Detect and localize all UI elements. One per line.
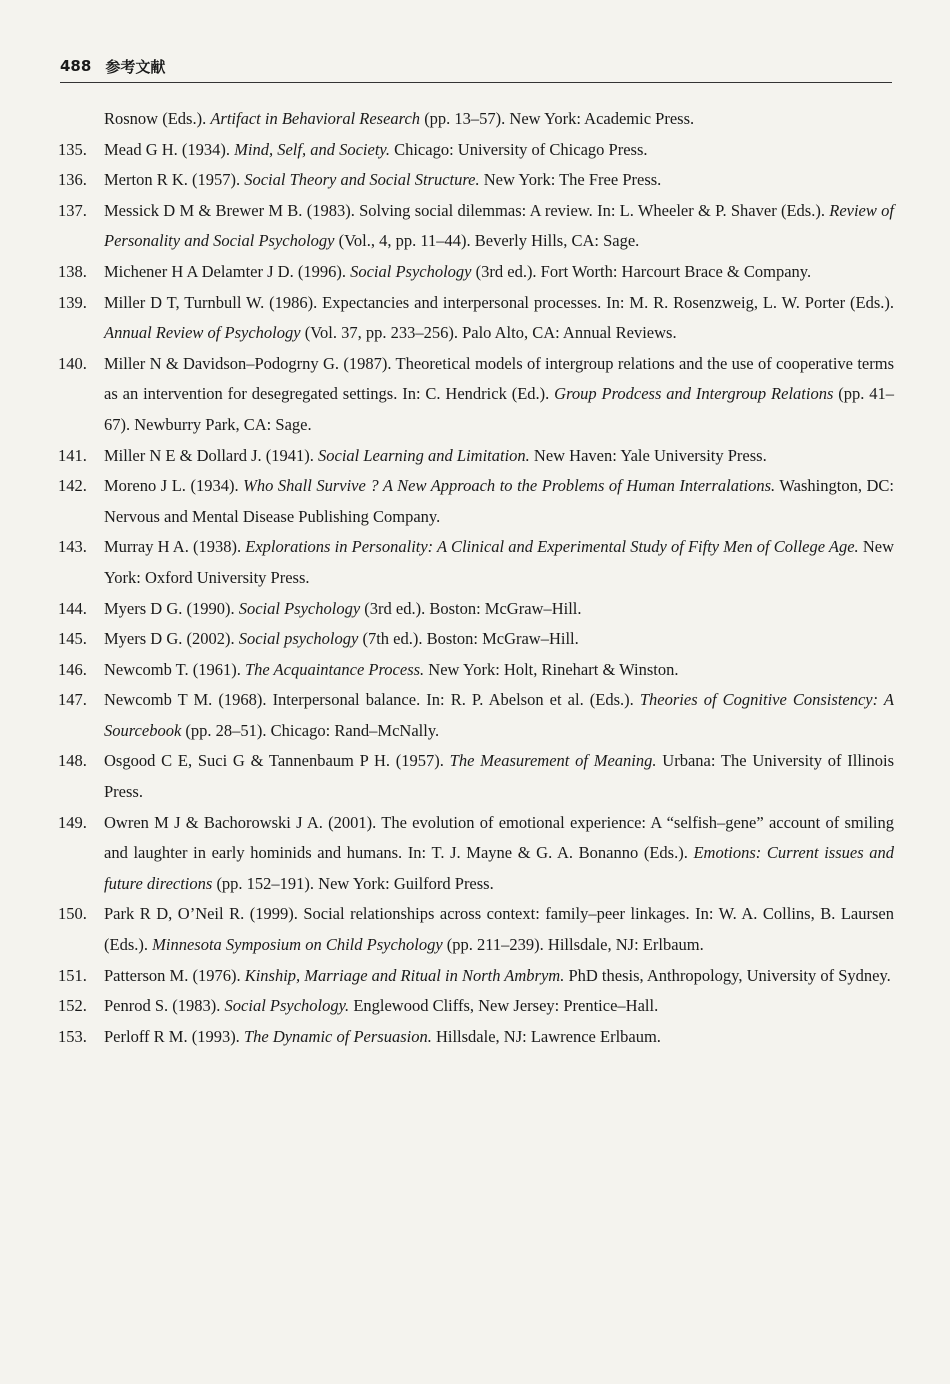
ref-number: 137. [58, 200, 87, 220]
ref-number: 145. [58, 629, 87, 649]
ref-text: Patterson M. (1976). [104, 965, 245, 985]
ref-text: (Vol. 37, pp. 233–256). Palo Alto, CA: Annual Reviews. [300, 323, 677, 343]
reference-149 [58, 808, 894, 900]
ref-text: (pp. 13–57). New York: Academic Press. [420, 109, 695, 128]
ref-number: 142. [58, 476, 87, 496]
ref-text: Washington, DC: Nervous and Mental Disease Publishing Company. [104, 476, 894, 526]
ref-title: Social Psychology. [224, 996, 350, 1016]
ref-number: 141. [58, 445, 87, 465]
ref-number: 149. [58, 812, 87, 832]
ref-text: Penrod S. (1983). [104, 996, 225, 1016]
ref-text: Owren M J & Bachorowski J A. (2001). The evolution of emotional experience: A “selfish–gene” account of smiling and laughter in early hominids and humans. In: T. J. Mayne & G. A. Bonanno (Eds.). [104, 812, 894, 863]
reference-147 [58, 685, 894, 746]
ref-text: (Vol., 4, pp. 11–44). Beverly Hills, CA: Sage. [334, 231, 640, 251]
ref-title: Review of Personality and Social Psychology [104, 200, 894, 251]
ref-text: Mead G H. (1934). [104, 139, 235, 159]
reference-151 [58, 961, 894, 992]
ref-number: 139. [58, 292, 87, 312]
section-title: 参考文献 [105, 57, 166, 76]
ref-text: Rosnow (Eds.). [104, 109, 211, 128]
ref-text: PhD thesis, Anthropology, University of Sydney. [564, 965, 891, 985]
ref-number: 140. [58, 353, 87, 373]
ref-text: New York: Holt, Rinehart & Winston. [424, 659, 679, 679]
ref-title: Mind, Self, and Society. [234, 139, 390, 159]
ref-text: (3rd ed.). Fort Worth: Harcourt Brace & Company. [471, 261, 812, 281]
reference-146 [58, 655, 894, 686]
ref-text: Newcomb T. (1961). [104, 659, 245, 679]
ref-text: Miller N & Davidson–Podogrny G. (1987). Theoretical models of intergroup relations and the use of cooperative terms as an intervention for desegregated settings. In: C. Hendrick (Ed.). [104, 353, 894, 404]
reference-150 [58, 899, 894, 960]
ref-number: 138. [58, 261, 87, 281]
reference-142 [58, 471, 894, 532]
ref-text: New York: The Free Press. [479, 170, 662, 190]
reference-153 [58, 1022, 894, 1053]
ref-text: (pp. 41–67). Newburry Park, CA: Sage. [104, 384, 895, 434]
ref-number: 150. [58, 904, 87, 924]
ref-title: Social Psychology [350, 261, 472, 281]
ref-number: 148. [58, 751, 87, 771]
ref-title: Annual Review of Psychology [104, 323, 301, 343]
ref-text: Myers D G. (2002). [104, 629, 239, 649]
ref-text: Urbana: The University of Illinois Press. [104, 751, 894, 802]
ref-text: (3rd ed.). Boston: McGraw–Hill. [360, 598, 582, 618]
ref-title: Group Prodcess and Intergroup Relations [554, 384, 834, 404]
ref-title: Explorations in Personality: A Clinical and Experimental Study of Fifty Men of College Age. [245, 537, 859, 557]
reference-138 [58, 257, 894, 288]
ref-text: Newcomb T M. (1968). Interpersonal balance. In: R. P. Abelson et al. (Eds.). [104, 690, 640, 710]
ref-text: Hillsdale, NJ: Lawrence Erlbaum. [431, 1026, 661, 1046]
reference-141 [58, 441, 894, 472]
ref-text: Miller D T, Turnbull W. (1986). Expectancies and interpersonal processes. In: M. R. Rosenzweig, L. W. Porter (Eds.). [104, 292, 894, 312]
ref-number: 143. [58, 537, 87, 557]
ref-title: Social Psychology [238, 598, 361, 618]
reference-144 [58, 594, 894, 625]
ref-number: 147. [58, 690, 87, 710]
ref-text: (pp. 152–191). New York: Guilford Press. [212, 873, 494, 893]
ref-text: Miller N E & Dollard J. (1941). [104, 445, 319, 465]
reference-139 [58, 288, 894, 349]
reference-152 [58, 991, 894, 1022]
ref-text: New Haven: Yale University Press. [529, 445, 767, 465]
reference-continuation [58, 104, 894, 135]
ref-text: Merton R K. (1957). [104, 170, 245, 190]
ref-title: Social psychology [238, 629, 359, 649]
ref-title: Kinship, Marriage and Ritual in North Ambrym. [244, 965, 565, 985]
ref-text: (pp. 211–239). Hillsdale, NJ: Erlbaum. [442, 935, 704, 955]
reference-148 [58, 746, 894, 807]
ref-number: 153. [58, 1026, 87, 1046]
ref-title: The Dynamic of Persuasion. [243, 1026, 432, 1046]
ref-number: 135. [58, 139, 87, 159]
ref-title: The Acquaintance Process. [244, 659, 425, 679]
reference-143 [58, 532, 894, 593]
page-number: 488 [60, 57, 92, 75]
reference-145 [58, 624, 894, 655]
reference-137 [58, 196, 894, 257]
reference-135 [58, 135, 894, 166]
ref-title: Social Theory and Social Structure. [244, 170, 480, 190]
ref-text: (pp. 28–51). Chicago: Rand–McNally. [181, 720, 440, 740]
ref-text: Osgood C E, Suci G & Tannenbaum P H. (1957). [104, 751, 450, 771]
reference-list [58, 104, 894, 1052]
ref-title: Social Learning and Limitation. [318, 445, 530, 465]
ref-text: Myers D G. (1990). [104, 598, 239, 618]
ref-title: Theories of Cognitive Consistency: A Sourcebook [104, 690, 894, 740]
header-rule [60, 82, 892, 83]
ref-text: Chicago: University of Chicago Press. [389, 139, 648, 159]
ref-text: Park R D, O’Neil R. (1999). Social relationships across context: family–peer linkages. In: W. A. Collins, B. Laursen (Eds.). [104, 904, 894, 955]
ref-number: 146. [58, 659, 87, 679]
ref-text: Perloff R M. (1993). [104, 1026, 244, 1046]
reference-140 [58, 349, 894, 441]
ref-text: Englewood Cliffs, New Jersey: Prentice–Hall. [349, 996, 659, 1016]
ref-title: Artifact in Behavioral Research [210, 109, 421, 128]
ref-text: Michener H A Delamter J D. (1996). [104, 261, 351, 281]
ref-title: Who Shall Survive ? A New Approach to the Problems of Human Interralations. [243, 476, 776, 496]
ref-title: Minnesota Symposium on Child Psychology [152, 935, 443, 955]
ref-number: 144. [58, 598, 87, 618]
ref-title: The Measurement of Meaning. [449, 751, 657, 771]
page-header [60, 52, 892, 80]
ref-number: 151. [58, 965, 87, 985]
ref-text: Messick D M & Brewer M B. (1983). Solving social dilemmas: A review. In: L. Wheeler & P. Shaver (Eds.). [104, 200, 830, 220]
ref-text: (7th ed.). Boston: McGraw–Hill. [358, 629, 579, 649]
reference-136 [58, 165, 894, 196]
ref-number: 136. [58, 170, 87, 190]
ref-text: Murray H A. (1938). [104, 537, 246, 557]
ref-title: Emotions: Current issues and future directions [104, 843, 894, 893]
ref-number: 152. [58, 996, 87, 1016]
ref-text: New York: Oxford University Press. [104, 537, 894, 587]
ref-text: Moreno J L. (1934). [104, 476, 244, 496]
